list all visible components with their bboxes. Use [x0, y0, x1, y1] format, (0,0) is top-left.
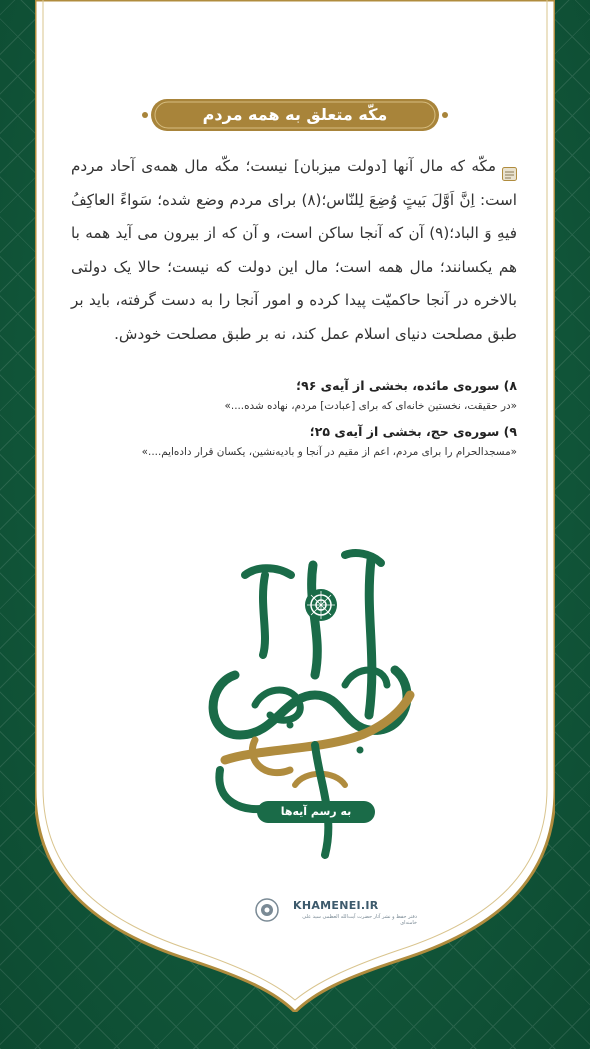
content-card	[35, 0, 555, 1012]
khamenei-logo-icon	[247, 897, 287, 923]
main-paragraph-text: مکّه که مال آنها [دولت میزبان] نیست؛ مکّه مال همه‌ی آحاد مردم است: اِنَّ اَوَّلَ بَیتٍ وُضِعَ لِلنّاس؛(۸) برای مردم وضع شده؛ سَواءً العاکِفُ فیهِ وَ الباد؛(۹) آن که آنجا ساکن است، و آن که از بیرون می آید همه با هم یکسانند؛ مال همه است؛ مال این دولت که نیست؛ حالا یک دولتی بالاخره در آنجا حاکمیّت پیدا کرده و امور آنجا را به دست گرفته، باید بر طبق مصلحت دنیای اسلام عمل کند، نه بر طبق مصلحت خودش.	[71, 157, 517, 343]
site-name: KHAMENEI.IR	[293, 899, 379, 912]
footnote-title: ۹) سوره‌ی حج، بخشی از آیه‌ی ۲۵؛	[309, 424, 517, 439]
title-banner	[141, 97, 449, 133]
site-subtitle: دفتر حفظ و نشر آثار حضرت آیت‌الله العظمی سید علی خامنه‌ای	[302, 914, 417, 926]
site-footer	[247, 895, 417, 925]
footnote-body: «در حقیقت، نخستین خانه‌ای که برای [عبادت] مردم، نهاده شده....»	[224, 400, 517, 412]
calligraphy-logo	[195, 545, 435, 865]
quote-icon	[502, 160, 517, 174]
footnote-body: «مسجدالحرام را برای مردم، اعم از مقیم در آنجا و بادیه‌نشین، یکسان قرار داده‌ایم....»	[141, 446, 517, 458]
footnote-title: ۸) سوره‌ی مائده، بخشی از آیه‌ی ۹۶؛	[296, 378, 517, 393]
main-paragraph	[71, 150, 517, 351]
page-title: مکّه متعلق به همه مردم	[202, 105, 388, 124]
logo-caption: به رسم آیه‌ها	[280, 805, 352, 818]
footnotes	[71, 375, 517, 467]
